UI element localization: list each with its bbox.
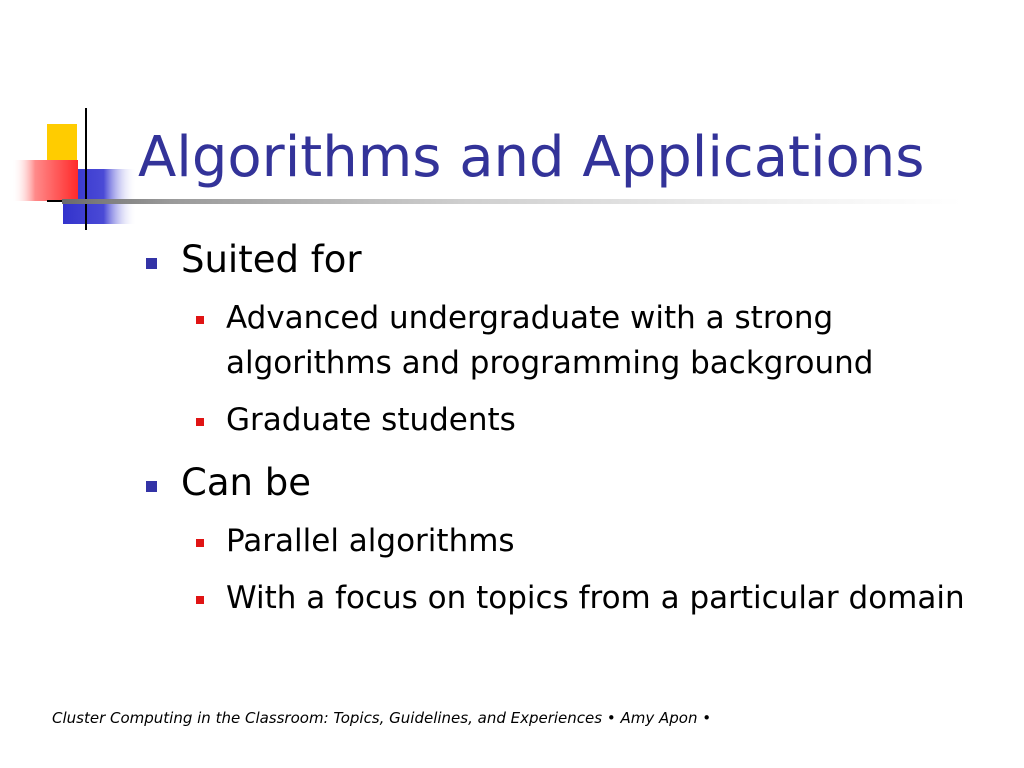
sub-bullet-text: Advanced undergraduate with a strong algorithms and programming background	[226, 300, 874, 381]
sub-bullet-list	[188, 296, 983, 443]
level2-bullet-icon	[196, 316, 204, 324]
level1-bullet-icon	[146, 258, 157, 269]
slide-logo-icon	[0, 0, 150, 240]
slide-content	[143, 236, 983, 633]
sub-bullet	[188, 296, 983, 386]
logo-yellow-square	[47, 124, 77, 161]
slide-title: Algorithms and Applications	[138, 125, 925, 190]
level2-bullet-icon	[196, 539, 204, 547]
level2-bullet-icon	[196, 596, 204, 604]
title-underline	[62, 199, 962, 204]
slide-footer: Cluster Computing in the Classroom: Topics, Guidelines, and Experiences • Amy Apon •	[52, 709, 712, 727]
sub-bullet	[188, 576, 983, 621]
sub-bullet	[188, 398, 983, 443]
sub-bullet	[188, 519, 983, 564]
bullet-text: Can be	[181, 461, 311, 504]
sub-bullet-text: Parallel algorithms	[226, 523, 515, 559]
level2-bullet-icon	[196, 418, 204, 426]
bullet-text: Suited for	[181, 238, 362, 281]
sub-bullet-list	[188, 519, 983, 621]
sub-bullet-text: Graduate students	[226, 402, 516, 438]
logo-red-bar	[12, 160, 78, 201]
sub-bullet-text: With a focus on topics from a particular domain	[226, 580, 965, 616]
level1-bullet-icon	[146, 481, 157, 492]
bullet-can-be	[143, 459, 983, 507]
bullet-suited-for	[143, 236, 983, 284]
